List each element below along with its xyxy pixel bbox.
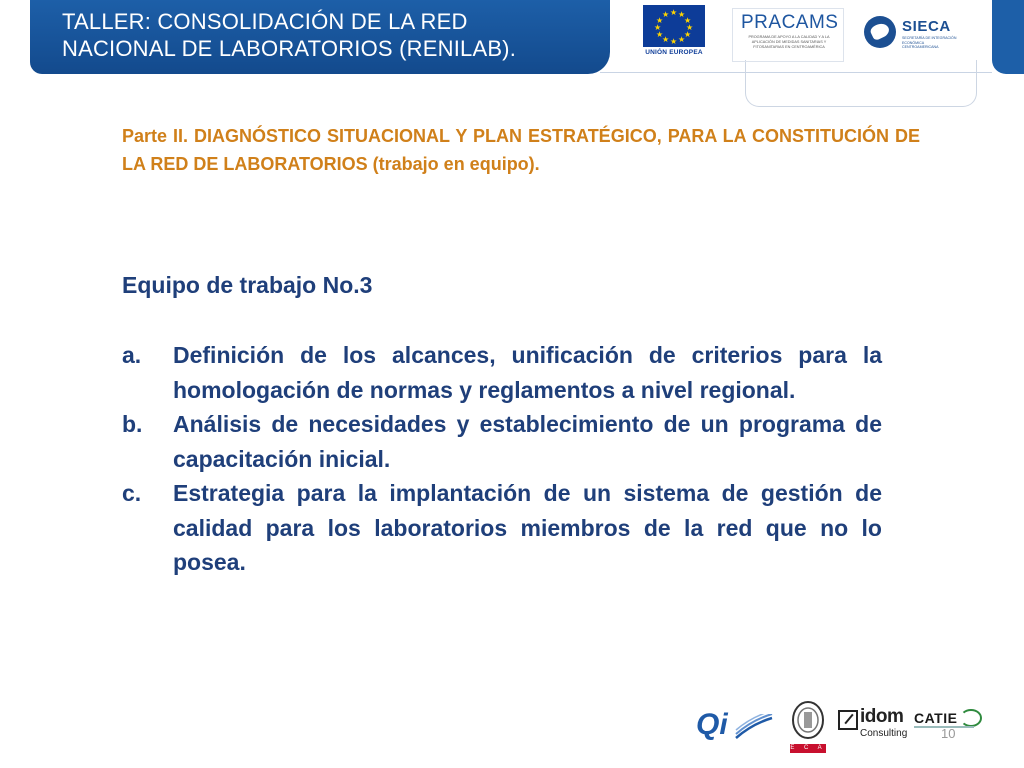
- idom-subtitle: Consulting: [860, 728, 908, 739]
- part-heading: Parte II. DIAGNÓSTICO SITUACIONAL Y PLAN ESTRATÉGICO, PARA LA CONSTITUCIÓN DE LA RED DE LABORATORIOS (trabajo en equipo).: [122, 126, 920, 174]
- header-right-edge: [992, 0, 1024, 74]
- task-item: [122, 338, 882, 407]
- pracams-name: PRACAMS: [741, 12, 839, 33]
- logo-frame: [745, 60, 977, 107]
- eca-label: E C A: [790, 745, 826, 751]
- pracams-logo: [732, 8, 844, 62]
- eu-flag-icon: ★ ★ ★ ★ ★ ★ ★ ★ ★ ★ ★ ★: [643, 5, 705, 47]
- task-text: Estrategia para la implantación de un sistema de gestión de calidad para los laboratorios miembros de la red que no lo posea.: [173, 480, 882, 575]
- idom-wordmark: idom: [860, 706, 904, 727]
- slide-title: [62, 8, 602, 62]
- bureau-veritas-seal-icon: [790, 700, 826, 744]
- pracams-tagline: PROGRAMA DE APOYO A LA CALIDAD Y A LA APLICACIÓN DE MEDIDAS SANITARIAS Y FITOSANITARIAS EN CENTROAMÉRICA: [748, 35, 830, 49]
- sieca-tagline: SECRETARÍA DE INTEGRACIÓN ECONÓMICA CENTROAMERICANA: [902, 36, 957, 49]
- qi-logo: [696, 708, 776, 748]
- idom-logo: [838, 704, 908, 748]
- task-list: [122, 338, 882, 580]
- catie-leaf-icon: [960, 709, 982, 727]
- task-marker: c.: [122, 480, 142, 506]
- slide-title-line-2: NACIONAL DE LABORATORIOS (RENILAB).: [62, 36, 517, 61]
- task-item: [122, 476, 882, 580]
- team-heading: Equipo de trabajo No.3: [122, 272, 373, 298]
- slide-title-line-1: TALLER: CONSOLIDACIÓN DE LA RED: [62, 9, 468, 34]
- sieca-name: SIECA: [902, 18, 951, 35]
- qi-wordmark: Qi: [696, 708, 728, 741]
- bureau-veritas-logo: [790, 700, 826, 756]
- catie-wordmark: CATIE: [914, 710, 958, 726]
- idom-mark-icon: [838, 710, 858, 730]
- sieca-map-icon: [864, 16, 896, 48]
- task-marker: a.: [122, 342, 142, 368]
- eu-logo: [643, 5, 705, 61]
- eu-caption: UNIÓN EUROPEA: [645, 49, 703, 56]
- page-number: 10: [941, 726, 956, 741]
- task-text: Análisis de necesidades y establecimiento de un programa de capacitación inicial.: [173, 411, 882, 472]
- task-text: Definición de los alcances, unificación de criterios para la homologación de normas y reglamentos a nivel regional.: [173, 342, 882, 403]
- sieca-logo: [864, 14, 956, 54]
- task-item: [122, 407, 882, 476]
- qi-swoosh-icon: [734, 714, 774, 740]
- task-marker: b.: [122, 411, 143, 437]
